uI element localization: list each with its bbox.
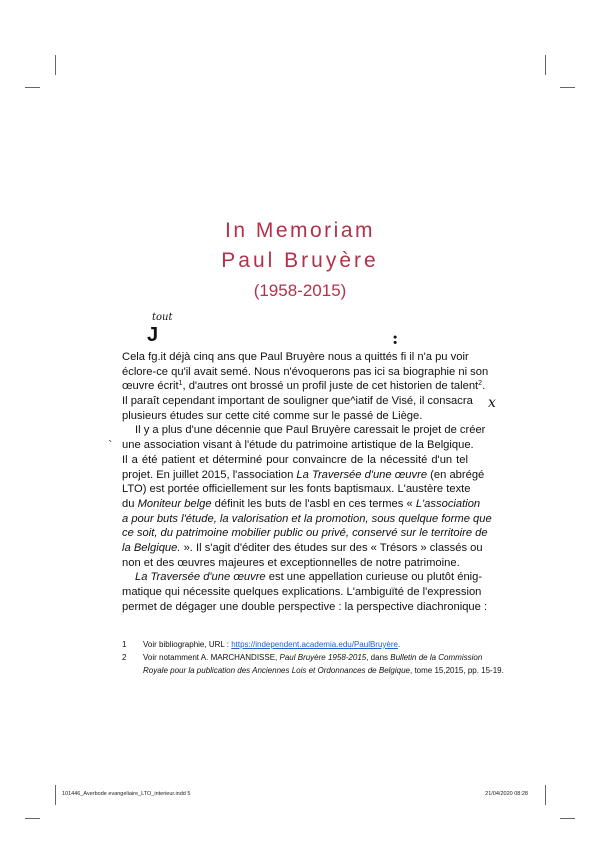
text-segment: matique qui nécessite quelques explications. L'ambiguïté de l'expression [122,586,482,598]
text-segment: projet. En juillet 2015, l'association [122,468,297,481]
text-segment: ». Il s'agit d'éditer des études sur des « Trésors » classés ou [180,541,483,554]
body-text [122,350,492,614]
proof-mark-cross: x [488,395,496,411]
text-segment: non et des œuvres majeures et exceptionnelles de notre patrimoine. [122,556,460,569]
handwritten-tout: tout [152,312,173,323]
crop-mark [25,818,40,819]
text-line [122,541,483,556]
footnote-link[interactable]: https://independent.academia.edu/PaulBruyère [231,640,398,649]
text-line [122,350,468,365]
footnote-text: Voir notamment A. MARCHANDISSE, [143,653,280,662]
text-segment: Il y a plus d'une décennie que Paul Bruyère caressait le projet de créer [135,424,486,437]
italic-text: Moniteur belge [137,497,212,510]
footnote-text: , dans [366,653,391,662]
text-line [122,600,488,615]
footnote-text: Voir bibliographie, URL : [143,640,232,649]
text-segment: (en abrégé [427,468,485,481]
text-line [122,512,492,527]
text-line [122,438,474,453]
footnote-journal: Bulletin de la Commission [390,653,483,662]
text-line [122,497,481,512]
text-segment: est une appellation curieuse ou plutôt énig- [265,571,483,584]
text-line [122,526,488,541]
text-line [122,585,482,600]
italic-text: la Belgique. [122,541,181,554]
italic-text: a pour buts l'étude, la valorisation et la promotion, sous quelque forme que [122,512,492,525]
italic-text: La Traversée d'une œuvre [135,571,266,584]
footnote-ref: 1 [178,380,183,388]
text-line [122,570,483,585]
footnote-number: 2 [122,653,127,662]
text-segment: . [482,380,486,393]
footnote-text: . [397,640,401,649]
crop-mark [55,55,56,75]
text-line [122,394,473,409]
proof-mark-colon: : [392,329,399,349]
text-segment: LTO) est portée officiellement sur les fonts baptismaux. L'austère texte [122,483,471,496]
text-segment: permet de dégager une double perspective : la perspective diachronique : [122,600,488,613]
text-segment: plusieurs études sur cette cité comme sur le passé de Liège. [122,409,423,422]
text-line [122,482,471,497]
page-subtitle-name: Paul Bruyère [221,249,379,272]
crop-mark [25,87,40,88]
text-line [122,468,485,483]
text-segment: Cela fg.it déjà cinq ans que Paul Bruyère nous a quittés fi il n'a pu voir [122,351,469,363]
text-segment: œuvre écrit [122,380,179,393]
text-line [122,365,489,380]
crop-mark [560,818,575,819]
footnote-title: Paul Bruyère 1958-2015 [279,653,367,662]
page-title: In Memoriam [224,219,376,242]
page-subtitle-dates: (1958-2015) [253,281,347,300]
footer-filename: 101446_Averbode evangeliaire_LTO_interieur.indd 5 [62,791,191,797]
text-segment: Il paraît cependant important de souligner que^iatif de Visé, il consacra [122,395,473,408]
footnote-number: 1 [122,640,127,649]
crop-mark [560,87,575,88]
text-segment: une association visant à l'étude du patrimoine artistique de la Belgique. [122,439,474,452]
crop-mark [55,785,56,805]
footnote-ref: 2 [478,380,483,388]
proof-mark-j: J [147,324,159,346]
proof-mark-tick: ` [108,439,114,452]
text-line [122,453,468,468]
italic-text: ce soit, du patrimoine mobilier public ou privé, conservé sur le territoire de [122,527,488,540]
text-line [122,556,468,571]
italic-text: La Traversée d'une œuvre [296,468,428,481]
crop-mark [545,785,546,805]
text-segment: du [122,497,138,510]
footnote-journal: Royale pour la publication des Anciennes Lois et Ordonnances de Belgique [143,666,410,675]
text-segment: , d'autres ont brossé un profil juste de cet historien de talent [182,380,479,393]
text-line [122,409,468,424]
text-segment: définit les buts de l'asbl en ces termes « [211,497,416,510]
text-line [122,379,486,394]
text-line [122,423,486,438]
text-segment: Il a été patient et déterminé pour convaincre de la nécessité d'un tel [122,453,468,466]
text-segment: éclore-ce qu'il avait semé. Nous n'évoquerons pas ici sa biographie ni son [122,365,489,378]
crop-mark [545,55,546,75]
italic-text: L'association [415,497,481,510]
footer-date: 21/04/2020 08:28 [485,791,528,797]
footnote-text: , tome 15,2015, pp. 15-19. [410,666,504,675]
